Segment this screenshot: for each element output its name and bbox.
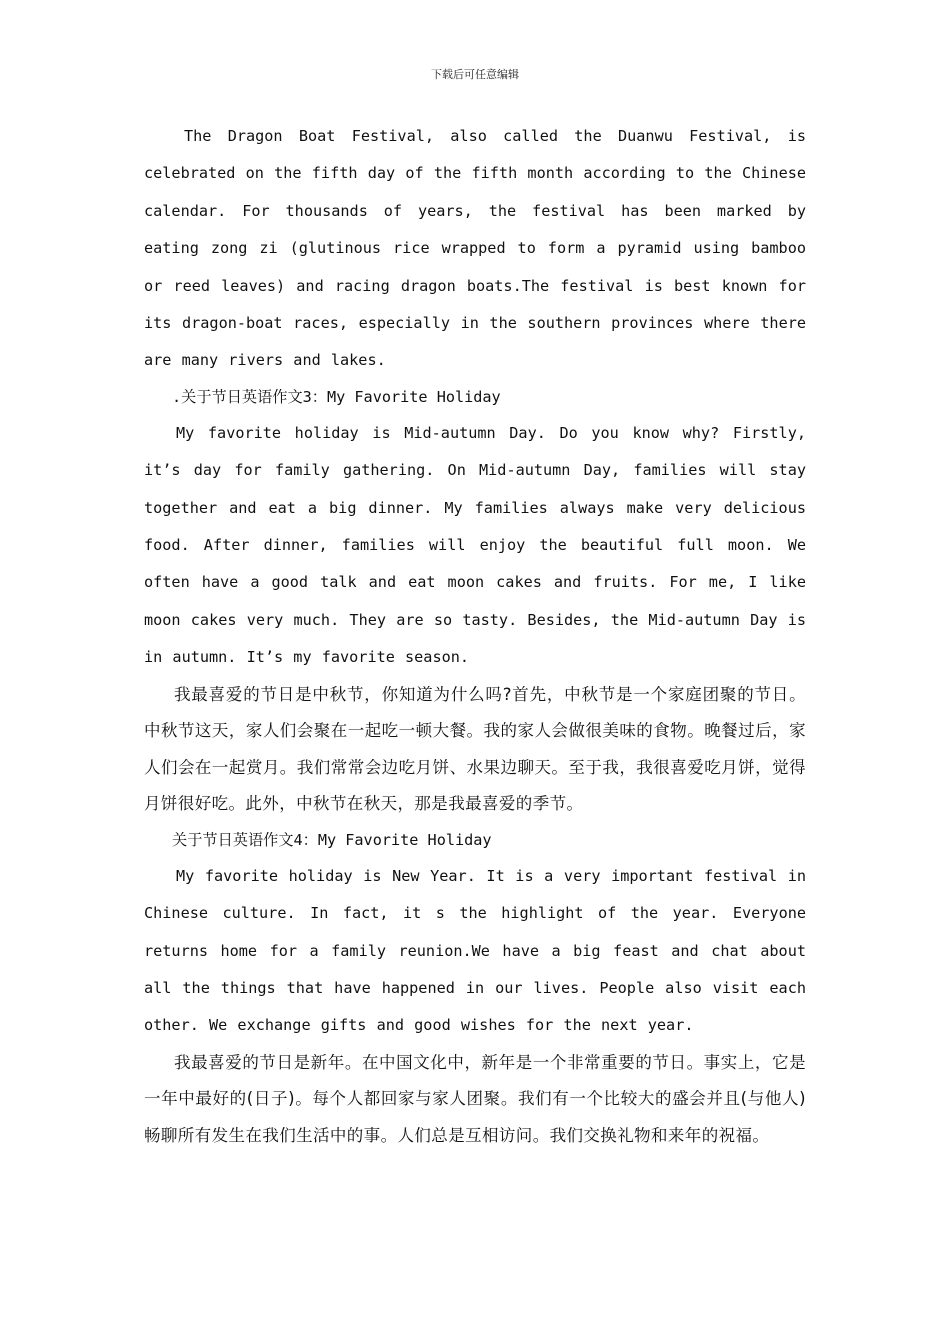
document-body [144,118,806,1154]
paragraph-new-year-en: My favorite holiday is New Year. It is a very important festival in Chinese culture. In fact, it s the highlight of the year. Everyone returns home for a family reunion.We have a big feast and chat about all the things that have happened in our lives. People also visit each other. We exchange gifts and good wishes for the next year. [144,866,806,1035]
paragraph-new-year-zh: 我最喜爱的节日是新年。在中国文化中，新年是一个非常重要的节日。事实上，它是一年中最好的(日子)。每个人都回家与家人团聚。我们有一个比较大的盛会并且(与他人)畅聊所有发生在我们生活中的事。人们总是互相访问。我们交换礼物和来年的祝福。 [144,1052,806,1145]
section-heading-3: .关于节日英语作文3：My Favorite Holiday [172,387,501,406]
section-heading-4: 关于节日英语作文4：My Favorite Holiday [172,830,492,849]
page-header: 下载后可任意编辑 [431,68,519,81]
paragraph-mid-autumn-en: My favorite holiday is Mid-autumn Day. Do you know why? Firstly, it’s day for family gathering. On Mid-autumn Day, families will stay together and eat a big dinner. My families always make very delicious food. After dinner, families will enjoy the beautiful full moon. We often have a good talk and eat moon cakes and fruits. For me, I like moon cakes very much. They are so tasty. Besides, the Mid-autumn Day is in autumn. It’s my favorite season. [144,423,806,667]
paragraph-mid-autumn-zh: 我最喜爱的节日是中秋节，你知道为什么吗?首先，中秋节是一个家庭团聚的节日。中秋节这天，家人们会聚在一起吃一顿大餐。我的家人会做很美味的食物。晚餐过后，家人们会在一起赏月。我们常常会边吃月饼、水果边聊天。至于我，我很喜爱吃月饼，觉得月饼很好吃。此外，中秋节在秋天，那是我最喜爱的季节。 [144,684,806,814]
paragraph-dragon-boat-en: The Dragon Boat Festival, also called the Duanwu Festival, is celebrated on the fifth day of the fifth month according to the Chinese calendar. For thousands of years, the festival has been marked by eating zong zi (glutinous rice wrapped to form a pyramid using bamboo or reed leaves) and racing dragon boats.The festival is best known for its dragon-boat races, especially in the southern provinces where there are many rivers and lakes. [144,127,806,370]
